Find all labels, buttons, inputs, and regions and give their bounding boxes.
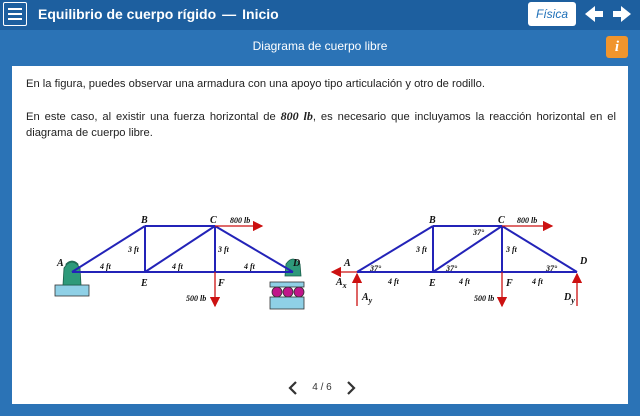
fbd-members: [357, 226, 577, 272]
dim-span-1: 4 ft: [100, 262, 111, 271]
intro-paragraph: En la figura, puedes observar una armadura con una apoyo tipo articulación y otro de rodillo.: [26, 78, 485, 90]
hamburger-menu-icon[interactable]: [3, 2, 27, 26]
node-label-b: B: [141, 215, 148, 226]
home-link[interactable]: Inicio: [242, 6, 279, 22]
free-body-diagram: [332, 215, 587, 306]
pin-support-body: [63, 262, 81, 285]
dim-span-3: 4 ft: [244, 262, 255, 271]
dim-height-right: 3 ft: [218, 245, 229, 254]
fbd-node-f: F: [506, 278, 513, 289]
truss-diagram: [12, 66, 628, 404]
fbd-node-b: B: [429, 215, 436, 226]
roller-top-plate: [270, 282, 304, 287]
angle-label-c: 37°: [473, 228, 485, 237]
info-icon[interactable]: i: [606, 36, 628, 58]
angle-label-a: 37°: [370, 264, 382, 273]
page-prev-icon[interactable]: [286, 380, 300, 396]
dim-height-left: 3 ft: [128, 245, 139, 254]
node-label-d: D: [293, 258, 301, 269]
fbd-dim-height-left: 3 ft: [416, 245, 427, 254]
fbd-node-c: C: [498, 215, 505, 226]
reaction-dy-label: $D_y$: [564, 292, 575, 305]
subject-button[interactable]: Física: [528, 2, 576, 26]
node-label-e: E: [141, 278, 148, 289]
force-value: 800 lb: [280, 109, 313, 123]
page-indicator: 4 / 6: [312, 382, 332, 393]
previous-arrow-icon[interactable]: [584, 5, 604, 23]
app-title: [38, 6, 279, 22]
course-title: Equilibrio de cuerpo rígido: [38, 6, 217, 22]
reaction-ay-label: $A_y$: [362, 292, 373, 305]
force-label-vertical: 500 lb: [186, 294, 207, 303]
text-after-force: , es necesario que incluyamos la reacción horizontal en el diagrama de cuerpo libre.: [26, 111, 616, 139]
roller-wheel: [283, 287, 293, 297]
angle-label-e: 37°: [446, 264, 458, 273]
fbd-dim-span-3: 4 ft: [532, 277, 543, 286]
title-separator: —: [222, 6, 237, 22]
fbd-node-a: A: [344, 258, 351, 269]
roller-wheel: [294, 287, 304, 297]
roller-support-base: [270, 297, 304, 309]
node-label-a: A: [57, 258, 64, 269]
reaction-ax-label: $A_x$: [336, 277, 347, 290]
fbd-force-label-vertical: 500 lb: [474, 294, 495, 303]
screen-title: Diagrama de cuerpo libre: [252, 39, 388, 53]
fbd-dim-span-1: 4 ft: [388, 277, 399, 286]
fbd-node-e: E: [429, 278, 436, 289]
fbd-force-label-horizontal: 800 lb: [517, 216, 538, 225]
force-label-horizontal: 800 lb: [230, 216, 251, 225]
content-panel: [12, 66, 628, 404]
dim-span-2: 4 ft: [172, 262, 183, 271]
fbd-dim-height-right: 3 ft: [506, 245, 517, 254]
node-label-c: C: [210, 215, 217, 226]
pin-support-base: [55, 285, 89, 296]
angle-label-d: 37°: [546, 264, 558, 273]
text-before-force: En este caso, al existir una fuerza horizontal de: [26, 111, 281, 123]
top-bar: [0, 0, 640, 30]
page-next-icon[interactable]: [344, 380, 358, 396]
node-label-f: F: [218, 278, 225, 289]
truss-left: [55, 215, 304, 309]
fbd-node-d: D: [580, 256, 588, 267]
pager: [282, 378, 362, 398]
next-arrow-icon[interactable]: [612, 5, 632, 23]
roller-wheel: [272, 287, 282, 297]
sub-header: [0, 30, 640, 62]
fbd-dim-span-2: 4 ft: [459, 277, 470, 286]
